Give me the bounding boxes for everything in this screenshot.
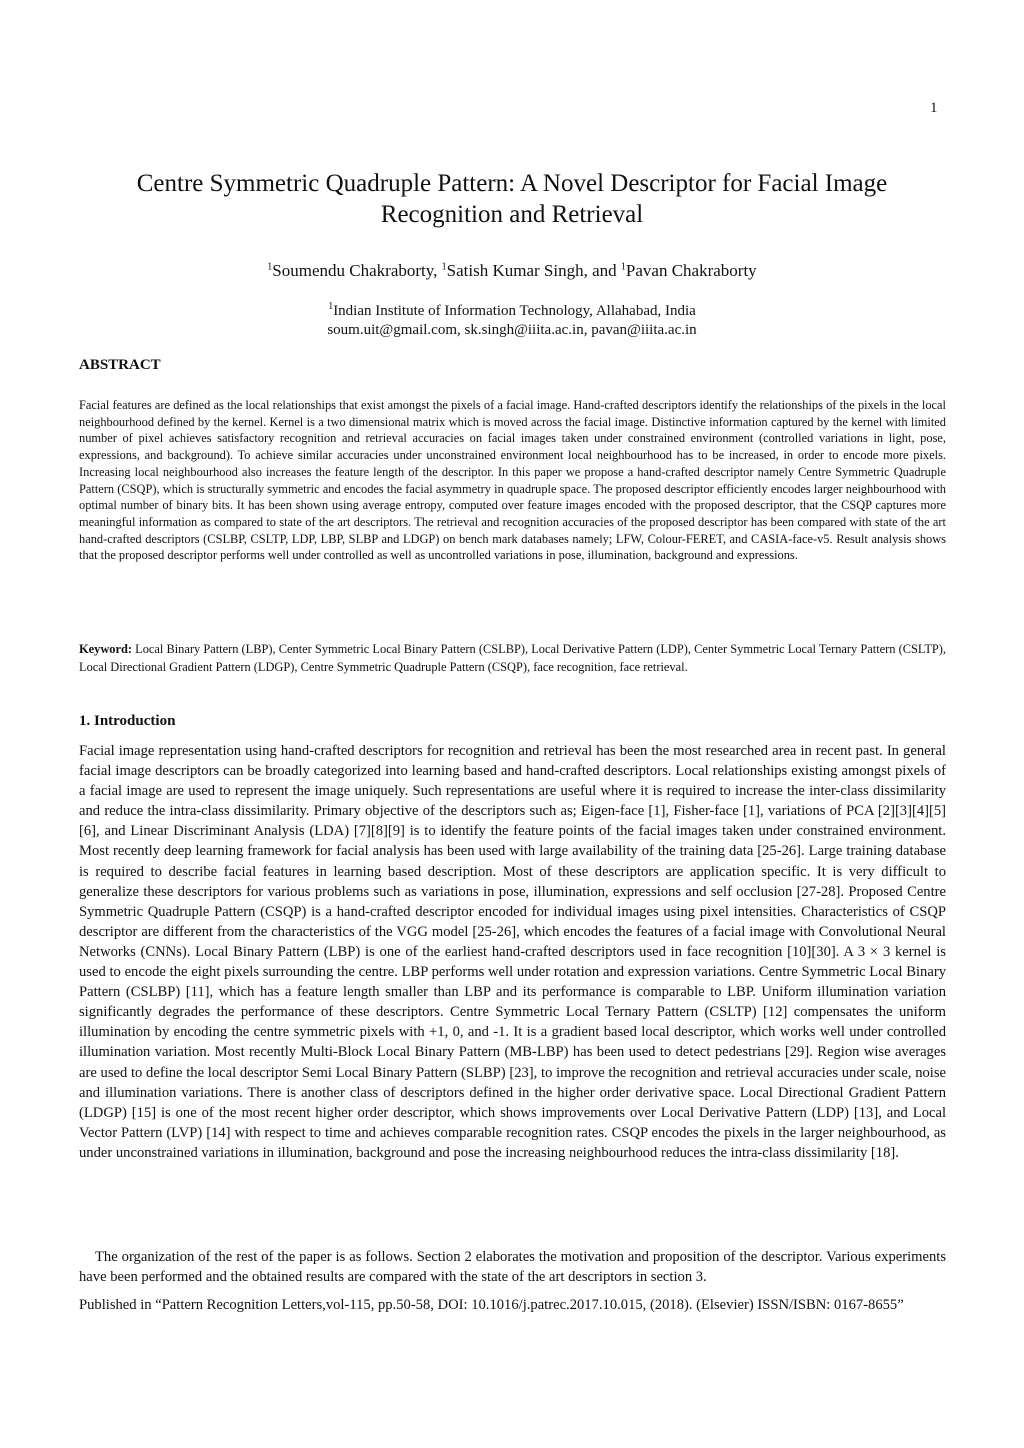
abstract-heading: ABSTRACT [79,357,161,373]
author-1-name: Soumendu Chakraborty, [272,261,438,280]
paper-title: Centre Symmetric Quadruple Pattern: A Novel Descriptor for Facial Image Recognition and Retrieval [136,170,888,228]
author-list [100,260,924,282]
author-3-affiliation-mark: 1 [620,261,626,273]
abstract-body: Facial features are defined as the local relationships that exist amongst the pixels of a facial image. Hand-crafted descriptors identify the relationships of the pixels in the local neighbourhood defined by the kernel. Kernel is a two dimensional matrix which is moved across the facial image. Distinctive information captured by the kernel with limited number of pixel achieves satisfactory recognition and retrieval accuracies on facial images taken under constrained environment (controlled variations in light, pose, expressions, and background). To achieve similar accuracies under unconstrained environment local neighbourhood has to be increased, in order to encode more pixels. Increasing local neighbourhood also increases the feature length of the descriptor. In this paper we propose a hand-crafted descriptor namely Centre Symmetric Quadruple Pattern (CSQP), which is structurally symmetric and encodes the facial asymmetry in quadruple space. The proposed descriptor efficiently encodes larger neighbourhood with optimal number of binary bits. It has been shown using average entropy, computed over feature images encoded with the proposed descriptor, that the CSQP captures more meaningful information as compared to state of the art descriptors. The retrieval and recognition accuracies of the proposed descriptor has been compared with state of the art hand-crafted descriptors (CSLBP, CSLTP, LDP, LBP, SLBP and LDGP) on bench mark databases namely; LFW, Colour-FERET, and CASIA-face-v5. Result analysis shows that the proposed descriptor performs well under controlled as well as uncontrolled variations in pose, illumination, background and expressions. [79,398,946,563]
author-2-affiliation-mark: 1 [441,261,447,273]
section-heading-introduction: 1. Introduction [79,713,176,729]
introduction-paragraph-1: Facial image representation using hand-crafted descriptors for recognition and retrieval has been the most researched area in recent past. In general facial image descriptors can be broadly categorized into learning based and hand-crafted descriptors. Local relationships existing amongst pixels of a facial image are used to represent the image uniquely. Such representations are useful where it is required to increase the inter-class dissimilarity and reduce the intra-class dissimilarity. Primary objective of the descriptors such as; Eigen-face [1], Fisher-face [1], variations of PCA [2][3][4][5][6], and Linear Discriminant Analysis (LDA) [7][8][9] is to identify the feature points of the facial images taken under constrained environment. Most recently deep learning framework for facial analysis has been used with large availability of the training data [25-26]. Large training database is required to describe facial features in learning based description. Most of these descriptors are application specific. It is very difficult to generalize these descriptors for various problems such as variations in pose, illumination, expressions and self occlusion [27-28]. Proposed Centre Symmetric Quadruple Pattern (CSQP) is a hand-crafted descriptor encoded for individual images using pixel intensities. Characteristics of CSQP descriptor are different from the characteristics of the VGG model [25-26], which encodes the features of a facial image with Convolutional Neural Networks (CNNs). Local Binary Pattern (LBP) is one of the earliest hand-crafted descriptors used in face recognition [10][30]. A 3 × 3 kernel is used to encode the eight pixels surrounding the centre. LBP performs well under rotation and expression variations. Centre Symmetric Local Binary Pattern (CSLBP) [11], which has a feature length smaller than LBP and its performance is comparable to LBP. Uniform illumination variation significantly degrades the performance of these descriptors. Centre Symmetric Local Ternary Pattern (CSLTP) [12] compensates the uniform illumination by encoding the centre symmetric pixels with +1, 0, and -1. It is a gradient based local descriptor, which works well under controlled illumination variation. Most recently Multi-Block Local Binary Pattern (MB-LBP) has been used to detect pedestrians [29]. Region wise averages are used to define the local descriptor Semi Local Binary Pattern (SLBP) [23], to improve the recognition and retrieval accuracies under scale, noise and illumination variations. There is another class of descriptors defined in the higher order derivative space. Local Directional Gradient Pattern (LDGP) [15] is one of the most recent higher order descriptor, which shows improvements over Local Derivative Pattern (LDP) [13], and Local Vector Pattern (LVP) [14] with respect to time and achieves comparable recognition rates. CSQP encodes the pixels in the larger neighbourhood, as under unconstrained variations in illumination, background and pose the increasing neighbourhood reduces the intra-class dissimilarity [18]. [79,743,946,1161]
author-3-name: Pavan Chakraborty [625,261,757,280]
affiliation-block [100,302,924,340]
keywords-label: Keyword: [79,642,132,656]
author-emails: soum.uit@gmail.com, sk.singh@iiita.ac.in, pavan@iiita.ac.in [327,322,697,338]
author-1-affiliation-mark: 1 [267,261,273,273]
introduction-paragraph-2: The organization of the rest of the paper is as follows. Section 2 elaborates the motivation and proposition of the descriptor. Various experiments have been performed and the obtained results are compared with the state of the art descriptors in section 3. [79,1249,946,1286]
keywords [79,641,946,676]
page-number: 1 [930,100,938,116]
author-2-name: Satish Kumar Singh, and [446,261,617,280]
publication-note: Published in “Pattern Recognition Letters,vol-115, pp.50-58, DOI: 10.1016/j.patrec.2017.10.015, (2018). (Elsevier) ISSN/ISBN: 0167-8655” [79,1297,904,1313]
keywords-text: Local Binary Pattern (LBP), Center Symmetric Local Binary Pattern (CSLBP), Local Derivative Pattern (LDP), Center Symmetric Local Ternary Pattern (CSLTP), Local Directional Gradient Pattern (LDGP), Centre Symmetric Quadruple Pattern (CSQP), face recognition, face retrieval. [79,642,946,674]
affiliation-institute: Indian Institute of Information Technology, Allahabad, India [333,303,696,319]
affiliation-mark: 1 [328,301,334,312]
